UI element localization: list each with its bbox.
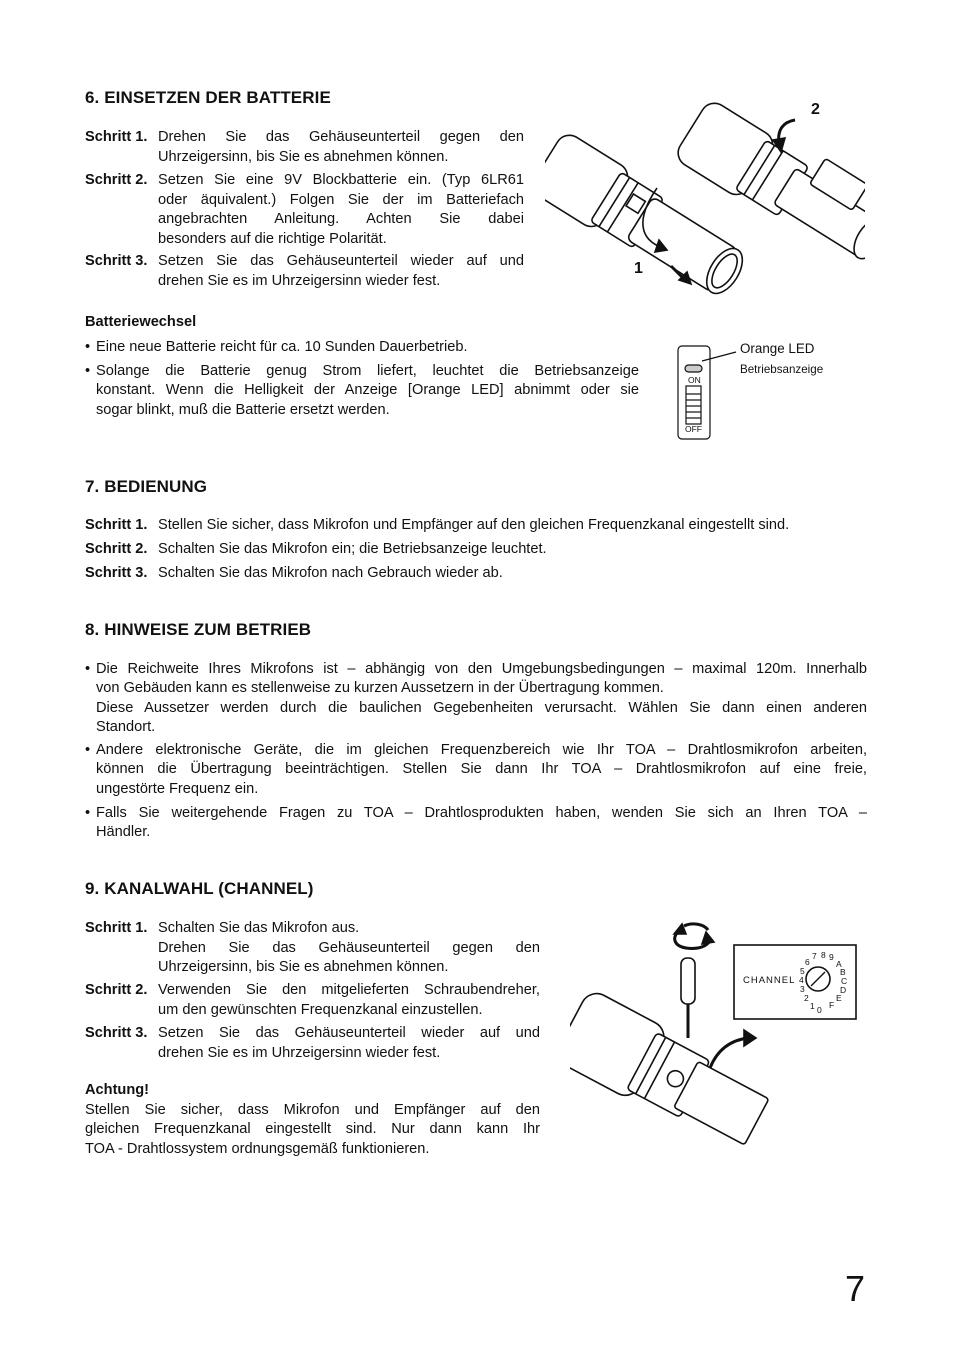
step-text: Drehen Sie das Gehäuseunterteil gegen den — [158, 129, 524, 145]
channel-digit: E — [836, 993, 842, 1003]
s9-step-1 — [85, 919, 540, 978]
step-text: drehen Sie es im Uhrzeigersinn wieder fest. — [158, 1044, 441, 1061]
step-text: besonders auf die richtige Polarität. — [158, 230, 387, 247]
channel-digit: C — [841, 976, 848, 986]
switch-off-label: OFF — [685, 424, 702, 434]
channel-digit: F — [829, 1000, 835, 1010]
step-text: angebrachten Anleitung. Achten Sie dabei — [158, 211, 524, 228]
step-text: Drehen Sie das Gehäuseunterteil gegen den — [158, 939, 540, 956]
s7-step-2 — [85, 540, 875, 560]
step-text: Schalten Sie das Mikrofon aus. — [158, 920, 360, 936]
bullet-text: Solange die Batterie genug Strom liefert, leuchtet die Betriebsanzeige — [96, 363, 639, 379]
warning-line: gleichen Frequenzkanal eingestellt sind. Nur dann kann Ihr — [85, 1121, 540, 1138]
bullet-text: Diese Aussetzer werden durch die baulichen Gegebenheiten verursacht. Wählen Sie dann einen anderen — [96, 699, 867, 716]
step-text: Setzen Sie eine 9V Blockbatterie ein. (Typ 6LR61 — [158, 172, 524, 188]
section-8-title: 8. HINWEISE ZUM BETRIEB — [85, 620, 312, 639]
step-text: drehen Sie es im Uhrzeigersinn wieder fest. — [158, 272, 441, 289]
step-text: Uhrzeigersinn, bis Sie es abnehmen können. — [158, 959, 449, 976]
orange-led-icon — [685, 365, 702, 372]
s7-step-1 — [85, 516, 875, 536]
s9-step-2 — [85, 981, 540, 1020]
channel-digit: 4 — [799, 975, 804, 985]
channel-digit: 8 — [821, 950, 826, 960]
step-label: Schritt 3. — [85, 253, 148, 269]
warning-heading: Achtung! — [85, 1082, 150, 1098]
channel-digit: 2 — [804, 993, 809, 1003]
battery-change-heading: Batteriewechsel — [85, 314, 197, 330]
switch-on-label: ON — [688, 375, 701, 385]
s8-bullet-3: • Falls Sie weitergehende Fragen zu TOA – Drahtlosprodukten haben, wenden Sie sich an Ihren TOA – Händler. — [85, 804, 867, 843]
screwdriver-handle-shape — [681, 958, 695, 1004]
figure-num-2: 2 — [811, 101, 820, 118]
s8-bullet-2: • Andere elektronische Geräte, die im gleichen Frequenzbereich wie Ihr TOA – Drahtlosmikrofon arbeiten, können die Übertragung beeinträchtigen. Stellen Sie dann Ihr TOA – Drahtlosmikrofon auf eine freie, ungestörte Frequenz ein. — [85, 741, 867, 799]
step-text: Setzen Sie das Gehäuseunterteil wieder auf und — [158, 1025, 540, 1041]
channel-digit: 7 — [812, 951, 817, 961]
section-6-title: 6. EINSETZEN DER BATTERIE — [85, 88, 331, 107]
step-text: Stellen Sie sicher, dass Mikrofon und Empfänger auf den gleichen Frequenzkanal eingestellt sind. — [158, 517, 790, 533]
channel-digit: A — [836, 959, 842, 969]
section-9-title: 9. KANALWAHL (CHANNEL) — [85, 879, 314, 898]
bullet-text: Andere elektronische Geräte, die im gleichen Frequenzbereich wie Ihr TOA – Drahtlosmikrofon arbeiten, — [96, 742, 867, 758]
s6-step-3 — [85, 252, 524, 291]
s6-bullet-2: • Solange die Batterie genug Strom liefert, leuchtet die Betriebsanzeige konstant. Wenn die Helligkeit der Anzeige [Orange LED] abnimmt oder sie sogar blinkt, muß die Batterie ersetzt werden. — [85, 362, 639, 420]
step-text: Schalten Sie das Mikrofon nach Gebrauch wieder ab. — [158, 565, 503, 581]
step-text: Uhrzeigersinn, bis Sie es abnehmen können. — [158, 148, 449, 165]
bullet-text: können die Übertragung beeinträchtigen. Stellen Sie dann Ihr TOA – Drahtlosmikrofon auf eine freie, — [96, 761, 867, 778]
s6-bullet-1: • Eine neue Batterie reicht für ca. 10 Sunden Dauerbetrieb. — [85, 338, 639, 357]
bullet-text: Händler. — [96, 824, 151, 841]
channel-digit: D — [840, 985, 847, 995]
bullet-text: Die Reichweite Ihres Mikrofons ist – abhängig von den Umgebungsbedingungen – maximal 120m. Innerhalb — [96, 661, 867, 677]
s7-step-3 — [85, 564, 875, 584]
step-label: Schritt 3. — [85, 1025, 148, 1041]
channel-digit: 9 — [829, 952, 834, 962]
warning-text — [85, 1101, 540, 1159]
channel-selection-illustration — [570, 918, 865, 1158]
channel-label: CHANNEL — [743, 975, 796, 986]
step-text: um den gewünschten Frequenzkanal einzustellen. — [158, 1001, 483, 1018]
bullet-text: ungestörte Frequenz ein. — [96, 780, 259, 797]
s8-bullet-1: • Die Reichweite Ihres Mikrofons ist – abhängig von den Umgebungsbedingungen – maximal 120m. Innerhalb von Gebäuden kann es stellenweise zu kurzen Aussetzern in der Übertragung kommen. Diese Aussetzer werden durch die baulichen Gegebenheiten verursacht. Wählen Sie dann einen anderen Standort. — [85, 660, 867, 738]
bullet-text: konstant. Wenn die Helligkeit der Anzeige [Orange LED] abnimmt oder sie — [96, 382, 639, 399]
s6-step-2 — [85, 171, 524, 249]
step-label: Schritt 1. — [85, 920, 148, 936]
channel-digit: 1 — [810, 1001, 815, 1011]
step-label: Schritt 1. — [85, 129, 148, 145]
figure-num-1: 1 — [634, 260, 643, 277]
pointer-arrow-icon — [710, 1038, 748, 1068]
channel-digit: 0 — [817, 1005, 822, 1015]
step-text: Schalten Sie das Mikrofon ein; die Betriebsanzeige leuchtet. — [158, 541, 547, 557]
page-number: 7 — [845, 1268, 866, 1309]
bullet-text: sogar blinkt, muß die Batterie ersetzt werden. — [96, 401, 390, 418]
step-label: Schritt 2. — [85, 172, 148, 188]
bullet-text: Eine neue Batterie reicht für ca. 10 Sunden Dauerbetrieb. — [96, 339, 468, 355]
battery-insertion-illustration — [545, 90, 865, 300]
led-caption: Betriebsanzeige — [740, 363, 824, 376]
section-7-title: 7. BEDIENUNG — [85, 477, 208, 496]
channel-digit: 5 — [800, 966, 805, 976]
channel-digit: 3 — [800, 984, 805, 994]
bullet-text: Falls Sie weitergehende Fragen zu TOA – Drahtlosprodukten haben, wenden Sie sich an Ihren TOA – — [96, 805, 867, 821]
bullet-text: Standort. — [96, 719, 156, 736]
orange-led-label: Orange LED — [740, 341, 815, 356]
step-label: Schritt 2. — [85, 541, 148, 557]
warning-line: Stellen Sie sicher, dass Mikrofon und Empfänger auf den — [85, 1102, 540, 1118]
channel-digit: 6 — [805, 957, 810, 967]
channel-digit: B — [840, 967, 846, 977]
step-text: oder äquivalent.) Folgen Sie der im Batteriefach — [158, 191, 524, 208]
s6-step-1 — [85, 128, 524, 167]
warning-line: TOA - Drahtlossystem ordnungsgemäß funktionieren. — [85, 1140, 430, 1157]
step-label: Schritt 3. — [85, 565, 148, 581]
bullet-text: von Gebäuden kann es stellenweise zu kurzen Aussetzern in der Übertragung kommen. — [96, 680, 664, 697]
s9-step-3 — [85, 1024, 540, 1063]
step-label: Schritt 2. — [85, 982, 148, 998]
step-text: Verwenden Sie den mitgelieferten Schraubendreher, — [158, 982, 540, 998]
step-label: Schritt 1. — [85, 517, 148, 533]
step-text: Setzen Sie das Gehäuseunterteil wieder auf und — [158, 253, 524, 269]
